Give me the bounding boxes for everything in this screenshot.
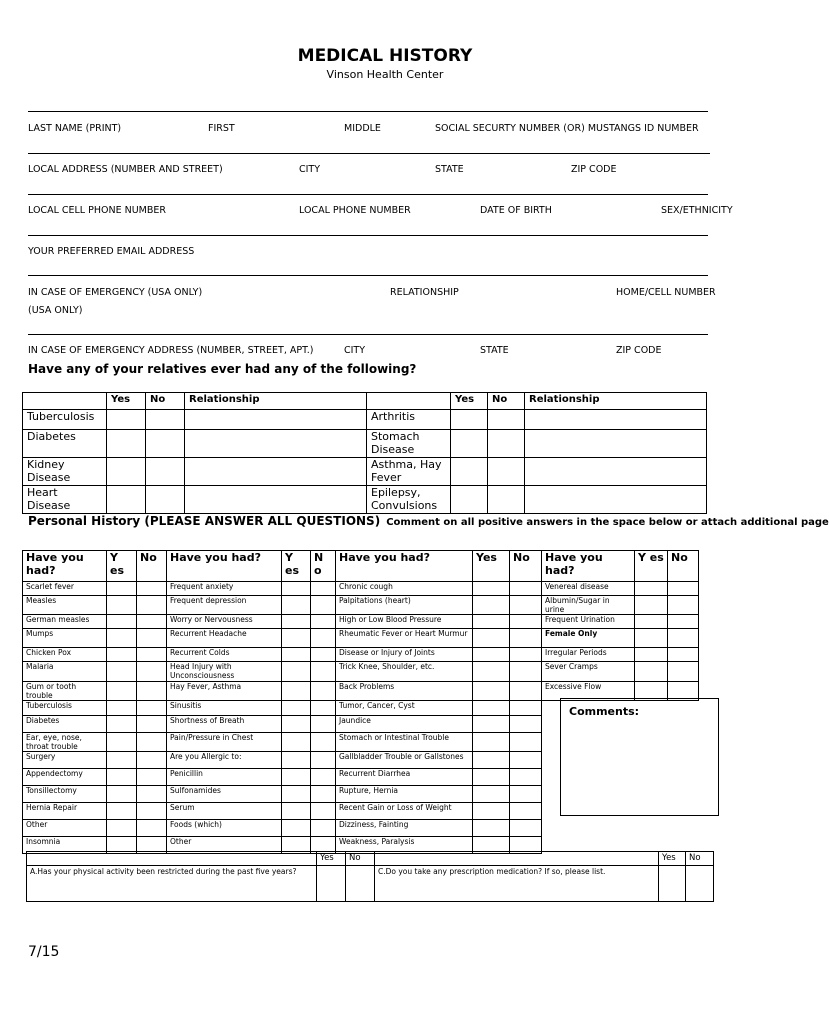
yes-cell[interactable]	[107, 662, 137, 682]
email-label: YOUR PREFERRED EMAIL ADDRESS	[28, 246, 195, 257]
no-cell[interactable]	[311, 769, 336, 786]
no-cell[interactable]	[146, 410, 185, 430]
city-label: CITY	[299, 164, 321, 175]
no-cell[interactable]	[510, 682, 542, 701]
condition-label: Sever Cramps	[542, 662, 635, 682]
condition-label: Weakness, Paralysis	[336, 837, 473, 854]
condition-label: Gallbladder Trouble or Gallstones	[336, 752, 473, 769]
yes-cell[interactable]	[451, 458, 488, 486]
no-cell[interactable]	[146, 430, 185, 458]
no-cell[interactable]	[311, 733, 336, 752]
empty-cell	[668, 820, 699, 837]
relationship-cell[interactable]	[525, 410, 707, 430]
relationship-cell[interactable]	[525, 430, 707, 458]
condition-label: Tumor, Cancer, Cyst	[336, 701, 473, 716]
no-cell[interactable]	[668, 648, 699, 662]
no-cell[interactable]	[346, 866, 375, 902]
no-cell[interactable]	[137, 648, 167, 662]
no-cell[interactable]	[311, 629, 336, 648]
no-cell[interactable]	[510, 733, 542, 752]
no-cell[interactable]	[510, 803, 542, 820]
yes-cell[interactable]	[282, 648, 311, 662]
yes-cell[interactable]	[473, 716, 510, 733]
yes-cell[interactable]	[473, 596, 510, 615]
no-cell[interactable]	[510, 752, 542, 769]
yes-cell[interactable]	[107, 430, 146, 458]
yes-header: Y es	[107, 551, 137, 582]
condition-label: Excessive Flow	[542, 682, 635, 701]
no-cell[interactable]	[668, 629, 699, 648]
condition-label: Chronic cough	[336, 582, 473, 596]
personal-history-title: Personal History (PLEASE ANSWER ALL QUESTIONS)	[28, 514, 381, 528]
condition-label: German measles	[23, 615, 107, 629]
yes-cell[interactable]	[635, 615, 668, 629]
relatives-table	[22, 392, 707, 514]
yes-cell[interactable]	[473, 648, 510, 662]
condition-label: Trick Knee, Shoulder, etc.	[336, 662, 473, 682]
emergency-address-label: IN CASE OF EMERGENCY ADDRESS (NUMBER, STREET, APT.)	[28, 345, 314, 356]
yes-cell[interactable]	[107, 615, 137, 629]
form-code: 7/15	[28, 944, 60, 960]
yes-cell[interactable]	[107, 752, 137, 769]
yes-cell[interactable]	[473, 786, 510, 803]
no-cell[interactable]	[488, 458, 525, 486]
condition-label: Gum or tooth trouble	[23, 682, 107, 701]
yes-cell[interactable]	[107, 733, 137, 752]
no-cell[interactable]	[311, 716, 336, 733]
yes-cell[interactable]	[473, 733, 510, 752]
yes-cell[interactable]	[107, 629, 137, 648]
emergency-zip-label: ZIP CODE	[616, 345, 662, 356]
condition-label: High or Low Blood Pressure	[336, 615, 473, 629]
no-cell[interactable]	[137, 820, 167, 837]
emergency-line[interactable]	[28, 275, 708, 276]
yes-cell[interactable]	[107, 486, 146, 514]
no-cell[interactable]	[137, 803, 167, 820]
condition-label: Penicillin	[167, 769, 282, 786]
relationship-header: Relationship	[185, 393, 367, 410]
no-cell[interactable]	[137, 752, 167, 769]
no-cell[interactable]	[510, 648, 542, 662]
name-line[interactable]	[28, 111, 708, 112]
yes-cell[interactable]	[473, 662, 510, 682]
no-cell[interactable]	[510, 615, 542, 629]
header-blank	[367, 393, 451, 410]
relationship-header: Relationship	[525, 393, 707, 410]
had-header: Have you had?	[167, 551, 282, 582]
condition-label: Tuberculosis	[23, 410, 107, 430]
yes-cell[interactable]	[635, 662, 668, 682]
condition-label: Diabetes	[23, 716, 107, 733]
no-cell[interactable]	[488, 430, 525, 458]
yes-cell[interactable]	[282, 733, 311, 752]
yes-cell[interactable]	[282, 820, 311, 837]
condition-label: Stomach or Intestinal Trouble	[336, 733, 473, 752]
condition-label: Jaundice	[336, 716, 473, 733]
no-cell[interactable]	[686, 866, 714, 902]
email-line[interactable]	[28, 235, 708, 236]
address-line[interactable]	[28, 153, 710, 154]
question-a: A.Has your physical activity been restricted during the past five years?	[27, 866, 317, 902]
yes-cell[interactable]	[107, 682, 137, 701]
local-address-label: LOCAL ADDRESS (NUMBER AND STREET)	[28, 164, 223, 175]
no-cell[interactable]	[510, 662, 542, 682]
condition-label: Worry or Nervousness	[167, 615, 282, 629]
no-cell[interactable]	[510, 582, 542, 596]
yes-cell[interactable]	[473, 582, 510, 596]
condition-label: Sulfonamides	[167, 786, 282, 803]
no-cell[interactable]	[488, 410, 525, 430]
no-cell[interactable]	[510, 629, 542, 648]
form-title: MEDICAL HISTORY	[297, 46, 473, 66]
no-cell[interactable]	[137, 786, 167, 803]
condition-label: Venereal disease	[542, 582, 635, 596]
sex-ethnicity-label: SEX/ETHNICITY	[661, 205, 733, 216]
no-cell[interactable]	[311, 582, 336, 596]
local-phone-label: LOCAL PHONE NUMBER	[299, 205, 411, 216]
condition-label: Palpitations (heart)	[336, 596, 473, 615]
zip-label: ZIP CODE	[571, 164, 617, 175]
condition-label: Are you Allergic to:	[167, 752, 282, 769]
condition-label: Tonsillectomy	[23, 786, 107, 803]
home-cell-label: HOME/CELL NUMBER	[616, 287, 716, 298]
relationship-cell[interactable]	[525, 486, 707, 514]
no-cell[interactable]	[668, 582, 699, 596]
yes-cell[interactable]	[107, 786, 137, 803]
yes-header: Yes	[473, 551, 510, 582]
yes-header: Yes	[451, 393, 488, 410]
empty-cell	[635, 820, 668, 837]
condition-label: Serum	[167, 803, 282, 820]
emergency-address-line[interactable]	[28, 334, 708, 335]
no-cell[interactable]	[668, 596, 699, 615]
condition-label: Rupture, Hernia	[336, 786, 473, 803]
no-header: No	[510, 551, 542, 582]
no-cell[interactable]	[311, 820, 336, 837]
emergency-city-label: CITY	[344, 345, 366, 356]
no-cell[interactable]	[146, 486, 185, 514]
yes-cell[interactable]	[451, 410, 488, 430]
had-header: Have you had?	[23, 551, 107, 582]
condition-label: Disease or Injury of Joints	[336, 648, 473, 662]
no-cell[interactable]	[137, 682, 167, 701]
no-cell[interactable]	[510, 596, 542, 615]
no-cell[interactable]	[488, 486, 525, 514]
yes-cell[interactable]	[107, 716, 137, 733]
condition-label: Measles	[23, 596, 107, 615]
no-header: No	[346, 852, 375, 866]
relationship-cell[interactable]	[185, 486, 367, 514]
yes-cell[interactable]	[473, 615, 510, 629]
condition-label: Hernia Repair	[23, 803, 107, 820]
yes-cell[interactable]	[282, 662, 311, 682]
condition-label: Frequent anxiety	[167, 582, 282, 596]
no-cell[interactable]	[668, 662, 699, 682]
no-cell[interactable]	[510, 701, 542, 716]
yes-cell[interactable]	[473, 682, 510, 701]
yes-cell[interactable]	[107, 458, 146, 486]
no-cell[interactable]	[137, 662, 167, 682]
comments-box[interactable]	[560, 698, 719, 816]
condition-label: Malaria	[23, 662, 107, 682]
condition-label: Irregular Periods	[542, 648, 635, 662]
condition-label: Head Injury with Unconsciousness	[167, 662, 282, 682]
condition-label: Frequent depression	[167, 596, 282, 615]
q-blank	[375, 852, 659, 866]
condition-label: Diabetes	[23, 430, 107, 458]
condition-label: Albumin/Sugar in urine	[542, 596, 635, 615]
yes-header: Y es	[282, 551, 311, 582]
condition-label: Sinusitis	[167, 701, 282, 716]
yes-cell[interactable]	[107, 769, 137, 786]
yes-header: Yes	[317, 852, 346, 866]
condition-label: Ear, eye, nose, throat trouble	[23, 733, 107, 752]
yes-cell[interactable]	[473, 820, 510, 837]
emergency-contact-label: IN CASE OF EMERGENCY (USA ONLY)	[28, 287, 203, 298]
condition-label: Surgery	[23, 752, 107, 769]
condition-label: Heart Disease	[23, 486, 107, 514]
condition-label: Recent Gain or Loss of Weight	[336, 803, 473, 820]
no-cell[interactable]	[311, 701, 336, 716]
no-cell[interactable]	[311, 662, 336, 682]
no-cell[interactable]	[311, 615, 336, 629]
yes-cell[interactable]	[107, 410, 146, 430]
yes-cell[interactable]	[317, 866, 346, 902]
first-name-label: FIRST	[208, 123, 235, 134]
no-cell[interactable]	[137, 615, 167, 629]
no-cell[interactable]	[146, 458, 185, 486]
usa-only-label: (USA ONLY)	[28, 305, 83, 316]
condition-label: Scarlet fever	[23, 582, 107, 596]
yes-cell[interactable]	[282, 803, 311, 820]
condition-label: Stomach Disease	[367, 430, 451, 458]
condition-label: Tuberculosis	[23, 701, 107, 716]
yes-cell[interactable]	[473, 769, 510, 786]
no-cell[interactable]	[510, 769, 542, 786]
yes-cell[interactable]	[473, 803, 510, 820]
yes-cell[interactable]	[282, 629, 311, 648]
yes-cell[interactable]	[659, 866, 686, 902]
condition-label: Appendectomy	[23, 769, 107, 786]
no-cell[interactable]	[137, 629, 167, 648]
empty-cell	[542, 820, 635, 837]
had-header: Have you had?	[336, 551, 473, 582]
no-cell[interactable]	[510, 786, 542, 803]
yes-cell[interactable]	[282, 596, 311, 615]
no-cell[interactable]	[311, 648, 336, 662]
relationship-cell[interactable]	[185, 430, 367, 458]
condition-label: Other	[167, 837, 282, 854]
condition-label: Back Problems	[336, 682, 473, 701]
condition-label: Asthma, Hay Fever	[367, 458, 451, 486]
no-cell[interactable]	[137, 582, 167, 596]
no-cell[interactable]	[311, 803, 336, 820]
questions-table	[26, 851, 714, 902]
condition-label: Insomnia	[23, 837, 107, 854]
relationship-cell[interactable]	[185, 458, 367, 486]
condition-label: Foods (which)	[167, 820, 282, 837]
yes-cell[interactable]	[635, 582, 668, 596]
yes-cell[interactable]	[635, 596, 668, 615]
comments-label: Comments:	[569, 705, 640, 718]
yes-cell[interactable]	[635, 648, 668, 662]
relationship-cell[interactable]	[185, 410, 367, 430]
yes-cell[interactable]	[451, 486, 488, 514]
had-header: Have you had?	[542, 551, 635, 582]
no-cell[interactable]	[668, 615, 699, 629]
yes-cell[interactable]	[107, 648, 137, 662]
no-cell[interactable]	[311, 682, 336, 701]
condition-label: Frequent Urination	[542, 615, 635, 629]
condition-label: Recurrent Colds	[167, 648, 282, 662]
cell-phone-label: LOCAL CELL PHONE NUMBER	[28, 205, 166, 216]
condition-label: Arthritis	[367, 410, 451, 430]
condition-label: Hay Fever, Asthma	[167, 682, 282, 701]
no-header: No	[686, 852, 714, 866]
no-cell[interactable]	[510, 820, 542, 837]
phone-line[interactable]	[28, 194, 708, 195]
no-cell[interactable]	[311, 596, 336, 615]
yes-cell[interactable]	[473, 701, 510, 716]
no-cell[interactable]	[137, 769, 167, 786]
yes-cell[interactable]	[282, 582, 311, 596]
yes-cell[interactable]	[107, 582, 137, 596]
personal-history-note: Comment on all positive answers in the space below or attach additional page	[386, 517, 829, 528]
yes-cell[interactable]	[473, 629, 510, 648]
yes-cell[interactable]	[635, 629, 668, 648]
condition-label: Rheumatic Fever or Heart Murmur	[336, 629, 473, 648]
no-header: No	[488, 393, 525, 410]
condition-label: Shortness of Breath	[167, 716, 282, 733]
yes-cell[interactable]	[107, 803, 137, 820]
no-cell[interactable]	[311, 786, 336, 803]
yes-cell[interactable]	[282, 752, 311, 769]
relationship-label: RELATIONSHIP	[390, 287, 459, 298]
question-c: C.Do you take any prescription medication? If so, please list.	[375, 866, 659, 902]
form-subtitle: Vinson Health Center	[326, 68, 444, 81]
condition-label: Pain/Pressure in Chest	[167, 733, 282, 752]
middle-name-label: MIDDLE	[344, 123, 381, 134]
yes-cell[interactable]	[282, 716, 311, 733]
no-cell[interactable]	[137, 596, 167, 615]
relationship-cell[interactable]	[525, 458, 707, 486]
no-header: No	[668, 551, 699, 582]
condition-label: Dizziness, Fainting	[336, 820, 473, 837]
yes-cell[interactable]	[107, 596, 137, 615]
personal-history-heading	[28, 514, 829, 528]
no-cell[interactable]	[137, 716, 167, 733]
yes-cell[interactable]	[282, 701, 311, 716]
no-cell[interactable]	[510, 716, 542, 733]
yes-cell[interactable]	[282, 786, 311, 803]
relatives-question: Have any of your relatives ever had any of the following?	[28, 362, 417, 376]
yes-header: Yes	[107, 393, 146, 410]
no-header: No	[137, 551, 167, 582]
last-name-label: LAST NAME (PRINT)	[28, 123, 122, 134]
emergency-state-label: STATE	[480, 345, 509, 356]
yes-cell[interactable]	[107, 820, 137, 837]
condition-label: Epilepsy, Convulsions	[367, 486, 451, 514]
yes-cell[interactable]	[473, 752, 510, 769]
state-label: STATE	[435, 164, 464, 175]
yes-cell[interactable]	[282, 615, 311, 629]
condition-label: Recurrent Headache	[167, 629, 282, 648]
q-blank	[27, 852, 317, 866]
no-header: No	[146, 393, 185, 410]
no-cell[interactable]	[137, 733, 167, 752]
yes-cell[interactable]	[451, 430, 488, 458]
yes-header: Yes	[659, 852, 686, 866]
no-cell[interactable]	[311, 752, 336, 769]
condition-label: Recurrent Diarrhea	[336, 769, 473, 786]
dob-label: DATE OF BIRTH	[480, 205, 552, 216]
condition-label: Female Only	[542, 629, 635, 648]
yes-cell[interactable]	[107, 701, 137, 716]
yes-header: Y es	[635, 551, 668, 582]
no-cell[interactable]	[137, 701, 167, 716]
condition-label: Chicken Pox	[23, 648, 107, 662]
ssn-label: SOCIAL SECURTY NUMBER (OR) MUSTANGS ID NUMBER	[435, 123, 699, 134]
condition-label: Other	[23, 820, 107, 837]
header-blank	[23, 393, 107, 410]
yes-cell[interactable]	[282, 769, 311, 786]
yes-cell[interactable]	[282, 682, 311, 701]
condition-label: Kidney Disease	[23, 458, 107, 486]
condition-label: Mumps	[23, 629, 107, 648]
no-header: N o	[311, 551, 336, 582]
